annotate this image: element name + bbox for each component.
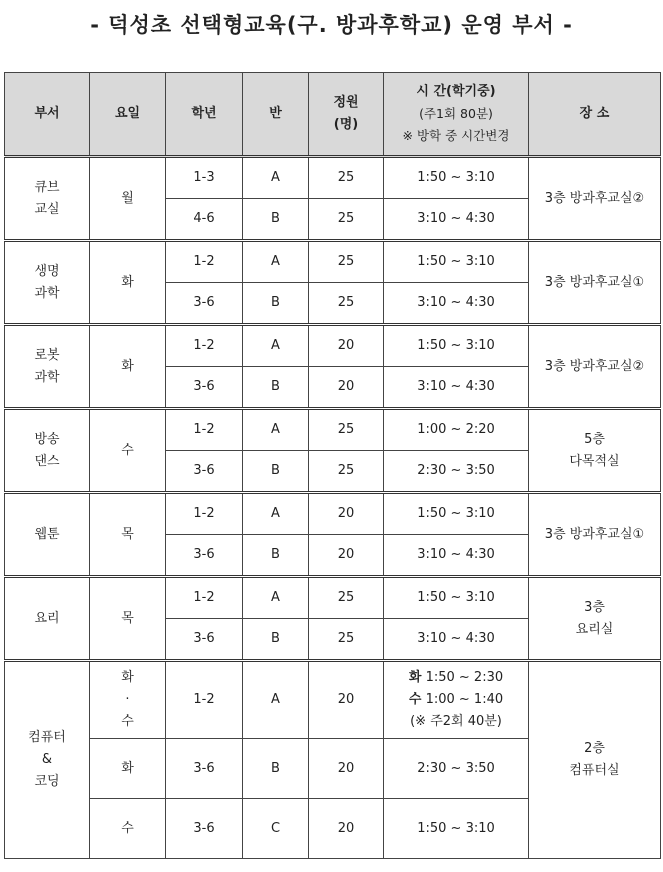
day-cell: 목 <box>90 493 166 577</box>
day-cell: 수 <box>90 799 166 859</box>
schedule-table <box>4 72 661 859</box>
dept-name-line2: 댄스 <box>34 453 60 469</box>
capacity-cell: 20 <box>309 739 384 799</box>
table-row <box>5 325 661 367</box>
page-title: - 덕성초 선택형교육(구. 방과후학교) 운영 부서 - <box>90 13 573 37</box>
class-cell: A <box>243 661 309 739</box>
class-cell: C <box>243 799 309 859</box>
place-cell <box>529 661 661 859</box>
class-cell: B <box>243 739 309 799</box>
dept-cell <box>5 241 90 325</box>
capacity-cell: 20 <box>309 493 384 535</box>
place-cell <box>529 157 661 241</box>
class-cell: A <box>243 241 309 283</box>
capacity-cell: 25 <box>309 577 384 619</box>
grade-cell: 3-6 <box>166 283 243 325</box>
time-cell: 1:50 ~ 3:10 <box>384 799 529 859</box>
dept-name-line1: 큐브 <box>34 179 60 195</box>
grade-cell: 3-6 <box>166 367 243 409</box>
capacity-cell: 25 <box>309 619 384 661</box>
class-cell: A <box>243 157 309 199</box>
header-capacity-line1: 정원 <box>333 95 359 110</box>
place-line1: 3층 방과후교실② <box>544 190 645 206</box>
dept-name-line2: 교실 <box>34 201 60 217</box>
day-cell: 수 <box>90 409 166 493</box>
class-cell: B <box>243 619 309 661</box>
day-cell: 월 <box>90 157 166 241</box>
dept-cell <box>5 409 90 493</box>
time-cell: 2:30 ~ 3:50 <box>384 451 529 493</box>
table-row <box>5 409 661 451</box>
day-cell: 화 <box>90 739 166 799</box>
capacity-cell: 25 <box>309 409 384 451</box>
class-cell: B <box>243 451 309 493</box>
grade-cell: 1-2 <box>166 493 243 535</box>
time-cell: 3:10 ~ 4:30 <box>384 619 529 661</box>
time-cell: 1:00 ~ 2:20 <box>384 409 529 451</box>
time-cell: 1:50 ~ 3:10 <box>384 241 529 283</box>
dept-name-line1: 방송 <box>34 431 60 447</box>
grade-cell: 3-6 <box>166 739 243 799</box>
time-cell: 1:50 ~ 3:10 <box>384 325 529 367</box>
time-cell: 2:30 ~ 3:50 <box>384 739 529 799</box>
grade-cell: 1-2 <box>166 325 243 367</box>
class-cell: B <box>243 283 309 325</box>
table-row <box>5 577 661 619</box>
capacity-cell: 20 <box>309 367 384 409</box>
time-value: 1:50 ~ 2:30 <box>425 670 504 685</box>
header-row <box>5 73 661 157</box>
time-cell: 1:50 ~ 3:10 <box>384 577 529 619</box>
time-line3: (※ 주2회 40분) <box>410 714 502 729</box>
dept-name-line1: 컴퓨터 <box>28 730 66 745</box>
header-time-line3: ※ 방학 중 시간변경 <box>402 128 510 143</box>
header-place: 장 소 <box>529 73 661 157</box>
dept-cell <box>5 661 90 859</box>
table-row <box>5 241 661 283</box>
grade-cell: 1-2 <box>166 577 243 619</box>
time-value: 1:00 ~ 1:40 <box>425 692 504 707</box>
capacity-cell: 20 <box>309 325 384 367</box>
class-cell: A <box>243 577 309 619</box>
time-cell: 3:10 ~ 4:30 <box>384 199 529 241</box>
header-grade: 학년 <box>166 73 243 157</box>
grade-cell: 3-6 <box>166 451 243 493</box>
place-cell <box>529 241 661 325</box>
day-cell: 목 <box>90 577 166 661</box>
grade-cell: 4-6 <box>166 199 243 241</box>
day-cell: 화 <box>90 241 166 325</box>
class-cell: A <box>243 493 309 535</box>
place-cell <box>529 493 661 577</box>
header-time-line1: 시 간(학기중) <box>416 84 496 99</box>
time-cell: 3:10 ~ 4:30 <box>384 283 529 325</box>
dept-cell <box>5 493 90 577</box>
class-cell: B <box>243 199 309 241</box>
day-cell <box>90 661 166 739</box>
class-cell: B <box>243 535 309 577</box>
class-cell: B <box>243 367 309 409</box>
place-line1: 5층 <box>584 431 605 447</box>
time-day-label: 화 <box>408 670 422 685</box>
time-day-label: 수 <box>408 692 422 707</box>
dept-cell <box>5 157 90 241</box>
class-cell: A <box>243 325 309 367</box>
dept-name-line1: 요리 <box>34 610 60 626</box>
place-line1: 3층 방과후교실① <box>544 526 645 542</box>
time-cell: 3:10 ~ 4:30 <box>384 367 529 409</box>
place-cell <box>529 409 661 493</box>
header-day: 요일 <box>90 73 166 157</box>
header-capacity <box>309 73 384 157</box>
place-line2: 요리실 <box>575 621 614 637</box>
table-row <box>5 661 661 739</box>
time-line1 <box>384 667 528 689</box>
class-cell: A <box>243 409 309 451</box>
grade-cell: 1-3 <box>166 157 243 199</box>
time-cell: 1:50 ~ 3:10 <box>384 157 529 199</box>
grade-cell: 3-6 <box>166 799 243 859</box>
dept-cell <box>5 325 90 409</box>
grade-cell: 1-2 <box>166 409 243 451</box>
place-line2: 다목적실 <box>569 453 620 469</box>
header-time <box>384 73 529 157</box>
header-time-line2: (주1회 80분) <box>419 106 493 121</box>
time-line2 <box>384 689 528 711</box>
day-cell: 화 <box>90 325 166 409</box>
grade-cell: 3-6 <box>166 535 243 577</box>
dept-name-line1: 로봇 <box>34 347 60 363</box>
day-line1: 화 <box>121 670 134 685</box>
capacity-cell: 20 <box>309 799 384 859</box>
dept-name-line3: 코딩 <box>34 774 60 789</box>
table-row <box>5 157 661 199</box>
time-cell: 1:50 ~ 3:10 <box>384 493 529 535</box>
place-line1: 3층 방과후교실② <box>544 358 645 374</box>
dept-name-line1: 생명 <box>34 263 60 279</box>
place-cell <box>529 577 661 661</box>
time-cell: 3:10 ~ 4:30 <box>384 535 529 577</box>
grade-cell: 3-6 <box>166 619 243 661</box>
place-line1: 3층 방과후교실① <box>544 274 645 290</box>
dept-name-line1: 웹툰 <box>34 526 60 542</box>
capacity-cell: 25 <box>309 283 384 325</box>
place-line1: 2층 <box>584 741 605 756</box>
place-line1: 3층 <box>584 599 605 615</box>
capacity-cell: 25 <box>309 157 384 199</box>
grade-cell: 1-2 <box>166 661 243 739</box>
grade-cell: 1-2 <box>166 241 243 283</box>
header-capacity-line2: (명) <box>333 117 359 132</box>
dept-name-line2: 과학 <box>34 285 60 301</box>
place-cell <box>529 325 661 409</box>
day-line3: 수 <box>121 714 134 729</box>
dept-name-line2: 과학 <box>34 369 60 385</box>
capacity-cell: 25 <box>309 451 384 493</box>
day-line2: · <box>125 692 130 707</box>
capacity-cell: 20 <box>309 535 384 577</box>
capacity-cell: 25 <box>309 241 384 283</box>
header-dept: 부서 <box>5 73 90 157</box>
header-class: 반 <box>243 73 309 157</box>
time-cell <box>384 661 529 739</box>
capacity-cell: 20 <box>309 661 384 739</box>
table-row <box>5 493 661 535</box>
dept-cell <box>5 577 90 661</box>
dept-name-line2: & <box>41 752 53 767</box>
capacity-cell: 25 <box>309 199 384 241</box>
place-line2: 컴퓨터실 <box>569 763 620 778</box>
